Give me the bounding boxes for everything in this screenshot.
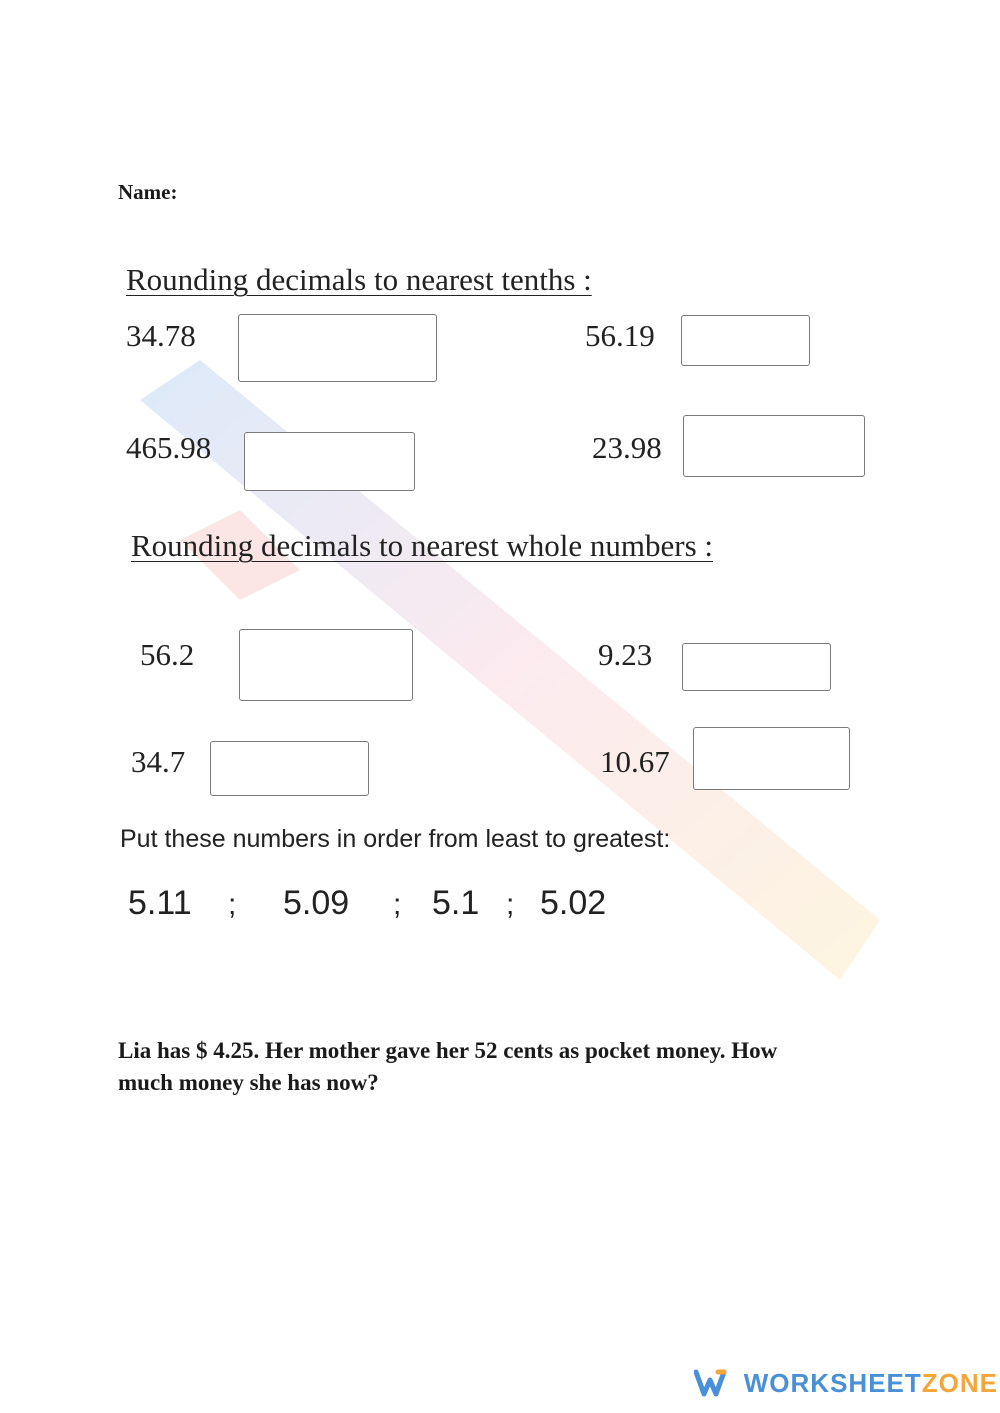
order-separator-1: ; — [228, 888, 237, 921]
order-separator-3: ; — [506, 888, 515, 921]
tenths-item-3: 465.98 — [126, 430, 212, 465]
whole-item-2: 9.23 — [598, 637, 653, 672]
worksheetzone-logo — [694, 1363, 998, 1403]
answer-box-whole-2[interactable] — [682, 643, 831, 691]
tenths-item-1: 34.78 — [126, 318, 196, 353]
answer-box-tenths-2[interactable] — [681, 315, 810, 366]
tenths-item-2: 56.19 — [585, 318, 655, 353]
order-number-1: 5.11 — [128, 884, 192, 922]
word-problem — [118, 1035, 777, 1099]
word-problem-line-2: much money she has now? — [118, 1070, 379, 1095]
answer-box-whole-3[interactable] — [210, 741, 369, 796]
answer-box-whole-1[interactable] — [239, 629, 413, 701]
answer-box-tenths-1[interactable] — [238, 314, 437, 382]
worksheetzone-logo-icon — [694, 1368, 734, 1398]
word-problem-line-1: Lia has $ 4.25. Her mother gave her 52 cents as pocket money. How — [118, 1038, 778, 1063]
whole-item-1: 56.2 — [140, 637, 195, 672]
answer-box-tenths-4[interactable] — [683, 415, 865, 477]
ordering-instruction: Put these numbers in order from least to greatest: — [120, 825, 671, 853]
tenths-item-4: 23.98 — [592, 430, 662, 465]
whole-item-4: 10.67 — [600, 744, 670, 779]
order-number-2: 5.09 — [283, 884, 350, 922]
worksheetzone-logo-text — [744, 1368, 998, 1399]
whole-heading: Rounding decimals to nearest whole numbers : — [131, 528, 713, 563]
name-label: Name: — [118, 180, 178, 204]
tenths-heading: Rounding decimals to nearest tenths : — [126, 262, 592, 297]
order-number-3: 5.1 — [432, 884, 480, 922]
logo-text-zone: ZONE — [921, 1367, 998, 1398]
logo-text-worksheet: WORKSHEET — [743, 1367, 922, 1398]
whole-item-3: 34.7 — [131, 744, 186, 779]
answer-box-whole-4[interactable] — [693, 727, 850, 790]
answer-box-tenths-3[interactable] — [244, 432, 415, 491]
order-number-4: 5.02 — [540, 884, 607, 922]
order-separator-2: ; — [393, 888, 402, 921]
